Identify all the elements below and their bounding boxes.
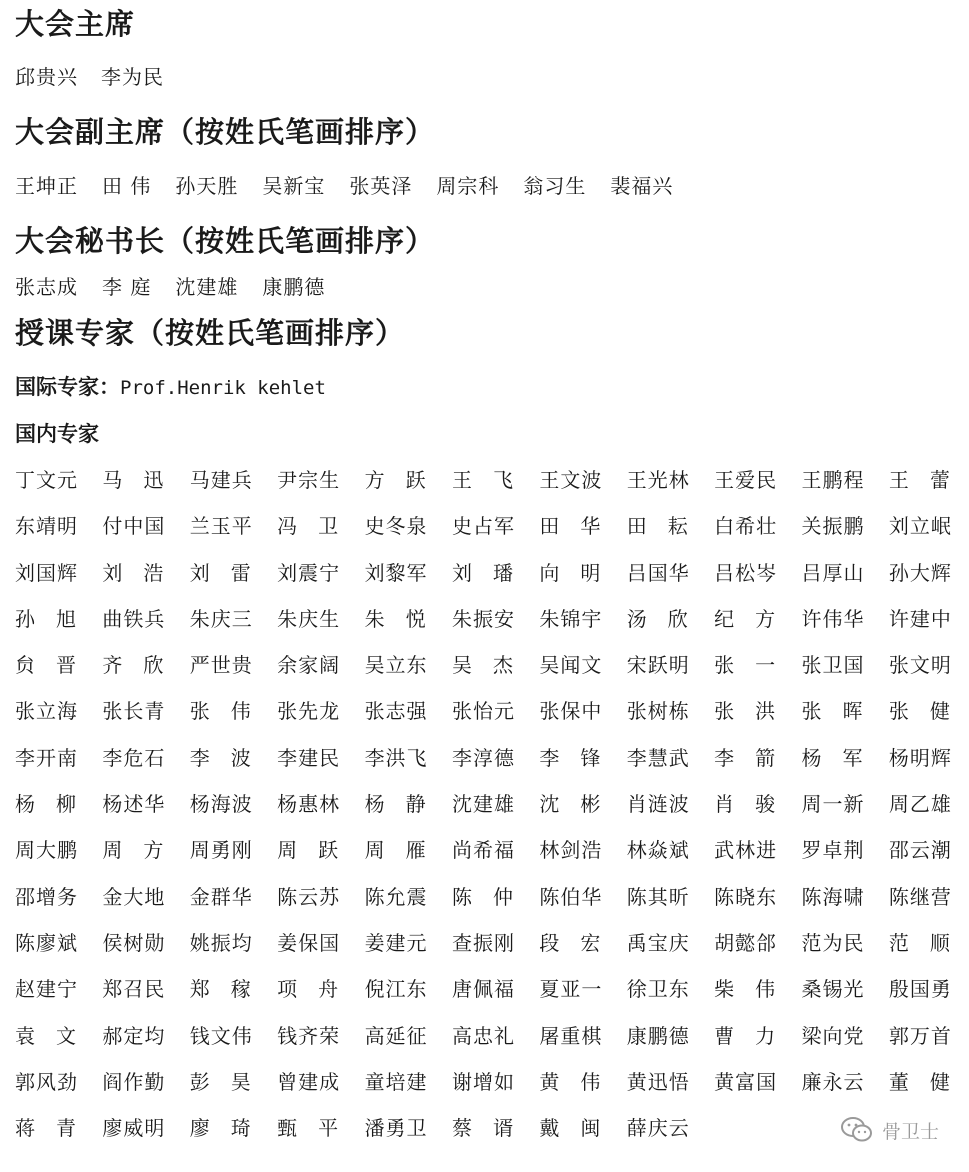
expert-name (190, 742, 252, 788)
expert-name-given: 方 (143, 838, 165, 863)
expert-name: 吕松岑 (714, 560, 778, 585)
expert-name (889, 1066, 951, 1112)
expert-name: 周乙雄 (888, 792, 952, 817)
expert-name: 高忠礼 (451, 1023, 515, 1048)
expert-name: 金大地 (102, 884, 166, 909)
expert-name: 廉永云 (801, 1069, 865, 1094)
expert-name-surname: 郑 (189, 977, 211, 1002)
expert-name-surname: 张 (714, 699, 736, 724)
expert-name: 郭风劲 (15, 1069, 78, 1094)
expert-name-surname: 段 (539, 930, 561, 955)
expert-name: 张立海 (15, 699, 78, 724)
expert-name-given: 蕾 (929, 468, 951, 492)
expert-name-given: 旭 (56, 606, 77, 631)
expert-name: 钱文伟 (189, 1023, 253, 1048)
expert-name: 周一新 (801, 792, 865, 817)
expert-name: 查振刚 (451, 930, 515, 955)
expert-name: 梁向党 (801, 1023, 865, 1048)
expert-name: 朱振安 (451, 606, 515, 631)
expert-name-surname: 吴 (451, 653, 473, 678)
expert-name-given: 彬 (580, 792, 602, 817)
expert-name: 邵增务 (15, 884, 78, 909)
expert-name-surname: 周 (102, 838, 124, 863)
expert-name-given: 杰 (492, 653, 514, 678)
expert-name-given: 伟 (230, 699, 252, 724)
expert-name: 黄迅悟 (626, 1069, 690, 1094)
expert-name-given: 顺 (929, 930, 951, 955)
expert-name (539, 557, 601, 603)
expert-name (627, 510, 689, 556)
expert-name (15, 788, 77, 834)
expert-name (539, 742, 601, 788)
expert-name: 郝定均 (102, 1023, 166, 1048)
expert-name (889, 927, 951, 973)
expert-name: 陈继营 (888, 884, 952, 909)
expert-name: 关振鹏 (801, 514, 865, 539)
expert-name-surname: 蔡 (451, 1116, 473, 1141)
expert-name (102, 834, 164, 880)
expert-name-surname: 周 (277, 838, 299, 863)
expert-name-surname: 田 (539, 514, 561, 539)
expert-name-surname: 朱 (364, 606, 386, 631)
expert-name: 吴立东 (364, 653, 428, 678)
person-name: 田 伟 (102, 174, 152, 198)
expert-name: 史占军 (451, 514, 515, 539)
expert-name: 严世贵 (189, 653, 253, 678)
expert-name: 孙大辉 (888, 560, 952, 585)
expert-name: 薛庆云 (626, 1116, 690, 1141)
expert-name-given: 欣 (667, 606, 689, 631)
expert-name (190, 973, 252, 1019)
expert-name-given: 宏 (580, 930, 602, 955)
international-experts-label: 国际专家： (15, 375, 120, 399)
expert-name: 余家阔 (277, 653, 341, 678)
expert-name: 郑召民 (102, 977, 166, 1002)
expert-name: 尚希福 (451, 838, 515, 863)
expert-name-given: 雁 (405, 838, 427, 863)
expert-name: 曲铁兵 (102, 606, 166, 631)
expert-name: 刘国辉 (15, 560, 78, 585)
expert-name: 林焱斌 (626, 838, 690, 863)
expert-name-given: 昊 (230, 1069, 252, 1094)
expert-name: 吕厚山 (801, 560, 865, 585)
expert-name (802, 742, 864, 788)
expert-name: 李淳德 (451, 745, 515, 770)
expert-name-given: 一 (755, 653, 777, 678)
secretary-general-names (15, 271, 325, 303)
expert-name: 张长青 (102, 699, 166, 724)
expert-name: 朱庆生 (277, 606, 341, 631)
expert-name: 李建民 (277, 745, 341, 770)
expert-name: 沈建雄 (451, 792, 515, 817)
expert-name: 殷国勇 (888, 977, 952, 1002)
expert-name-surname: 张 (714, 653, 736, 678)
expert-name: 刘震宁 (277, 560, 341, 585)
expert-name (365, 464, 427, 510)
expert-name: 张先龙 (277, 699, 341, 724)
expert-name (190, 557, 252, 603)
expert-name (539, 788, 601, 834)
expert-name-given: 平 (318, 1116, 340, 1141)
expert-name-given: 谞 (492, 1116, 514, 1141)
expert-name-surname: 甄 (277, 1116, 299, 1141)
expert-name: 张保中 (539, 699, 603, 724)
expert-name: 周大鹏 (15, 838, 78, 863)
expert-name-surname: 汤 (626, 606, 648, 631)
person-name: 李为民 (101, 65, 164, 89)
expert-name: 范为民 (801, 930, 865, 955)
expert-name (365, 788, 427, 834)
expert-name-given: 飞 (492, 468, 514, 492)
expert-name (889, 464, 951, 510)
expert-name (714, 742, 776, 788)
expert-name-surname: 李 (714, 745, 736, 770)
expert-name-given: 晋 (56, 653, 77, 678)
expert-name: 杨海波 (189, 792, 253, 817)
expert-name (102, 649, 164, 695)
expert-name-given: 波 (230, 745, 252, 770)
expert-name: 屠重棋 (539, 1023, 603, 1048)
expert-name-surname: 蒋 (15, 1116, 36, 1141)
expert-name (277, 834, 339, 880)
expert-name (539, 510, 601, 556)
expert-name: 徐卫东 (626, 977, 690, 1002)
expert-name: 李慧武 (626, 745, 690, 770)
expert-name-given: 华 (580, 514, 602, 539)
expert-name (190, 1112, 252, 1158)
expert-name (452, 649, 514, 695)
expert-name-given: 方 (755, 606, 777, 631)
expert-name: 陈允震 (364, 884, 428, 909)
expert-name: 陈伯华 (539, 884, 603, 909)
expert-name: 肖涟波 (626, 792, 690, 817)
secretary-general-heading: 大会秘书长（按姓氏笔画排序） (15, 224, 436, 258)
expert-name: 周勇刚 (189, 838, 253, 863)
expert-name-given: 健 (929, 699, 951, 724)
person-name: 邱贵兴 (15, 65, 78, 89)
expert-name-given: 柳 (56, 792, 77, 817)
expert-name (539, 1066, 601, 1112)
person-name: 翁习生 (523, 174, 587, 198)
expert-name: 邵云潮 (888, 838, 952, 863)
expert-name: 杨惠林 (277, 792, 341, 817)
expert-name (627, 603, 689, 649)
expert-name-surname: 曹 (714, 1023, 736, 1048)
expert-name: 胡懿郃 (714, 930, 778, 955)
person-name: 王坤正 (15, 174, 78, 198)
expert-name (452, 881, 514, 927)
expert-name-surname: 周 (364, 838, 386, 863)
watermark (840, 1116, 939, 1144)
expert-name: 桑锡光 (801, 977, 865, 1002)
expert-name: 王光林 (626, 468, 690, 492)
expert-name (365, 603, 427, 649)
expert-name (452, 464, 514, 510)
expert-name-given: 跃 (318, 838, 340, 863)
expert-name-given: 舟 (318, 977, 340, 1002)
expert-name: 唐佩福 (451, 977, 515, 1002)
expert-name (365, 834, 427, 880)
expert-name: 李洪飞 (364, 745, 428, 770)
expert-name-surname: 李 (539, 745, 561, 770)
expert-name-surname: 贠 (15, 653, 36, 678)
expert-name: 杨述华 (102, 792, 166, 817)
person-name: 张志成 (15, 275, 78, 299)
expert-name: 朱锦宇 (539, 606, 603, 631)
expert-name-surname: 黄 (539, 1069, 561, 1094)
expert-name-surname: 向 (539, 560, 561, 585)
expert-name: 曾建成 (277, 1069, 341, 1094)
expert-name-surname: 沈 (539, 792, 561, 817)
chairman-names (15, 61, 164, 93)
expert-name-given: 雷 (230, 560, 252, 585)
expert-name-surname: 戴 (539, 1116, 561, 1141)
expert-name (15, 1112, 77, 1158)
expert-name: 高延征 (364, 1023, 428, 1048)
expert-name-surname: 孙 (15, 606, 36, 631)
person-name: 沈建雄 (175, 275, 239, 299)
expert-name (277, 1112, 339, 1158)
vice-chairman-names (15, 170, 673, 202)
expert-name-surname: 彭 (189, 1069, 211, 1094)
expert-name-surname: 刘 (189, 560, 211, 585)
expert-name: 武林进 (714, 838, 778, 863)
expert-name-given: 箭 (755, 745, 777, 770)
expert-name: 马建兵 (189, 468, 253, 492)
person-name: 吴新宝 (262, 174, 326, 198)
expert-name: 白希壮 (714, 514, 778, 539)
expert-name-surname: 刘 (451, 560, 473, 585)
watermark-text: 骨卫士 (881, 1120, 939, 1143)
expert-name-given: 璠 (492, 560, 514, 585)
expert-name: 姜保国 (277, 930, 341, 955)
expert-name: 罗卓荆 (801, 838, 865, 863)
expert-name-given: 浩 (143, 560, 165, 585)
expert-name-given: 悦 (405, 606, 427, 631)
expert-name-surname: 廖 (189, 1116, 211, 1141)
expert-name-surname: 范 (888, 930, 910, 955)
expert-name-surname: 王 (451, 468, 473, 492)
expert-name: 夏亚一 (539, 977, 603, 1002)
expert-name: 陈其昕 (626, 884, 690, 909)
expert-name-surname: 杨 (364, 792, 386, 817)
expert-name: 张文明 (888, 653, 952, 678)
expert-name-given: 静 (405, 792, 427, 817)
expert-name-surname: 冯 (277, 514, 299, 539)
expert-name-surname: 项 (277, 977, 299, 1002)
expert-name (452, 557, 514, 603)
wechat-icon (840, 1116, 874, 1144)
expert-name-surname: 齐 (102, 653, 124, 678)
expert-name-surname: 马 (102, 468, 124, 492)
expert-name: 谢增如 (451, 1069, 515, 1094)
expert-name-surname: 李 (189, 745, 211, 770)
expert-name: 康鹏德 (626, 1023, 690, 1048)
expert-name (714, 788, 776, 834)
expert-name-given: 闽 (580, 1116, 602, 1141)
expert-name: 许伟华 (801, 606, 865, 631)
vice-chairman-heading: 大会副主席（按姓氏笔画排序） (15, 115, 436, 149)
expert-name: 阎作勤 (102, 1069, 166, 1094)
experts-heading: 授课专家（按姓氏笔画排序） (15, 316, 406, 350)
expert-name-surname: 张 (189, 699, 211, 724)
expert-name: 张树栋 (626, 699, 690, 724)
expert-name: 王文波 (539, 468, 603, 492)
expert-name: 刘立岷 (888, 514, 952, 539)
expert-name-given: 青 (56, 1116, 77, 1141)
expert-name-given: 晖 (842, 699, 864, 724)
expert-name-given: 洪 (755, 699, 777, 724)
expert-name: 付中国 (102, 514, 166, 539)
expert-name (714, 603, 776, 649)
person-name: 裴福兴 (610, 174, 674, 198)
expert-name: 李危石 (102, 745, 166, 770)
expert-name (15, 1020, 77, 1066)
expert-name (889, 695, 951, 741)
expert-name-given: 伟 (755, 977, 777, 1002)
expert-name-given: 迅 (143, 468, 165, 492)
expert-name (714, 695, 776, 741)
expert-name (714, 649, 776, 695)
expert-name: 史冬泉 (364, 514, 428, 539)
expert-name: 廖威明 (102, 1116, 166, 1141)
expert-name-given: 卫 (318, 514, 340, 539)
expert-name (102, 557, 164, 603)
expert-name-given: 锋 (580, 745, 602, 770)
expert-name: 禹宝庆 (626, 930, 690, 955)
expert-name (714, 1020, 776, 1066)
international-experts-line (15, 373, 326, 402)
expert-name-surname: 袁 (15, 1023, 36, 1048)
expert-name-given: 伟 (580, 1069, 602, 1094)
expert-name: 姚振均 (189, 930, 253, 955)
expert-name: 尹宗生 (277, 468, 341, 492)
expert-name-surname: 陈 (451, 884, 473, 909)
expert-name (714, 973, 776, 1019)
expert-name: 杨明辉 (888, 745, 952, 770)
expert-name-surname: 王 (888, 468, 910, 492)
expert-name: 许建中 (888, 606, 952, 631)
expert-name: 钱齐荣 (277, 1023, 341, 1048)
expert-name-surname: 刘 (102, 560, 124, 585)
expert-name-given: 明 (580, 560, 602, 585)
person-name: 周宗科 (436, 174, 500, 198)
domestic-experts-grid (15, 464, 969, 1158)
expert-name (277, 973, 339, 1019)
expert-name-given: 骏 (755, 792, 777, 817)
expert-name-given: 仲 (492, 884, 514, 909)
person-name: 张英泽 (349, 174, 413, 198)
expert-name: 刘黎军 (364, 560, 428, 585)
expert-name: 陈海啸 (801, 884, 865, 909)
expert-name: 郭万首 (888, 1023, 952, 1048)
expert-name: 李开南 (15, 745, 78, 770)
expert-name-surname: 柴 (714, 977, 736, 1002)
expert-name-surname: 张 (888, 699, 910, 724)
expert-name-given: 力 (755, 1023, 777, 1048)
expert-name-surname: 张 (801, 699, 823, 724)
expert-name: 金群华 (189, 884, 253, 909)
expert-name: 姜建元 (364, 930, 428, 955)
expert-name-surname: 董 (888, 1069, 910, 1094)
international-experts-names: Prof.Henrik kehlet (120, 377, 326, 399)
expert-name-surname: 杨 (15, 792, 36, 817)
person-name: 康鹏德 (262, 275, 326, 299)
expert-name: 吴闻文 (539, 653, 603, 678)
expert-name (190, 1066, 252, 1112)
expert-name (452, 1112, 514, 1158)
expert-name-given: 稼 (230, 977, 252, 1002)
expert-name (539, 1112, 601, 1158)
expert-name: 侯树勋 (102, 930, 166, 955)
expert-name (277, 510, 339, 556)
expert-name: 倪江东 (364, 977, 428, 1002)
expert-name: 朱庆三 (189, 606, 253, 631)
expert-name-surname: 纪 (714, 606, 736, 631)
expert-name (102, 464, 164, 510)
expert-name (802, 695, 864, 741)
expert-name-given: 欣 (143, 653, 165, 678)
expert-name: 黄富国 (714, 1069, 778, 1094)
expert-name: 陈云苏 (277, 884, 341, 909)
expert-name-given: 跃 (405, 468, 427, 492)
domestic-experts-label: 国内专家 (15, 422, 99, 446)
expert-name: 赵建宁 (15, 977, 78, 1002)
expert-name-surname: 杨 (801, 745, 823, 770)
expert-name: 兰玉平 (189, 514, 253, 539)
expert-name (190, 695, 252, 741)
expert-name: 宋跃明 (626, 653, 690, 678)
expert-name: 吕国华 (626, 560, 690, 585)
expert-name-given: 琦 (230, 1116, 252, 1141)
person-name: 孙天胜 (175, 174, 239, 198)
expert-name (15, 603, 77, 649)
expert-name: 东靖明 (15, 514, 78, 539)
expert-name-surname: 田 (626, 514, 648, 539)
expert-name: 童培建 (364, 1069, 428, 1094)
expert-name: 潘勇卫 (364, 1116, 428, 1141)
chairman-heading: 大会主席 (15, 7, 136, 41)
person-name: 李 庭 (102, 275, 152, 299)
expert-name-given: 文 (56, 1023, 77, 1048)
expert-name: 张卫国 (801, 653, 865, 678)
expert-name: 王爱民 (714, 468, 778, 492)
expert-name-surname: 肖 (714, 792, 736, 817)
expert-name: 王鹏程 (801, 468, 865, 492)
expert-name: 张志强 (364, 699, 428, 724)
expert-name-given: 健 (929, 1069, 951, 1094)
expert-name (539, 927, 601, 973)
expert-name-surname: 方 (364, 468, 386, 492)
expert-name: 陈廖斌 (15, 930, 78, 955)
expert-name-given: 耘 (667, 514, 689, 539)
expert-name: 陈晓东 (714, 884, 778, 909)
expert-name: 丁文元 (15, 468, 78, 492)
expert-name-given: 军 (842, 745, 864, 770)
expert-name: 张怡元 (451, 699, 515, 724)
expert-name (15, 649, 77, 695)
expert-name: 林剑浩 (539, 838, 603, 863)
